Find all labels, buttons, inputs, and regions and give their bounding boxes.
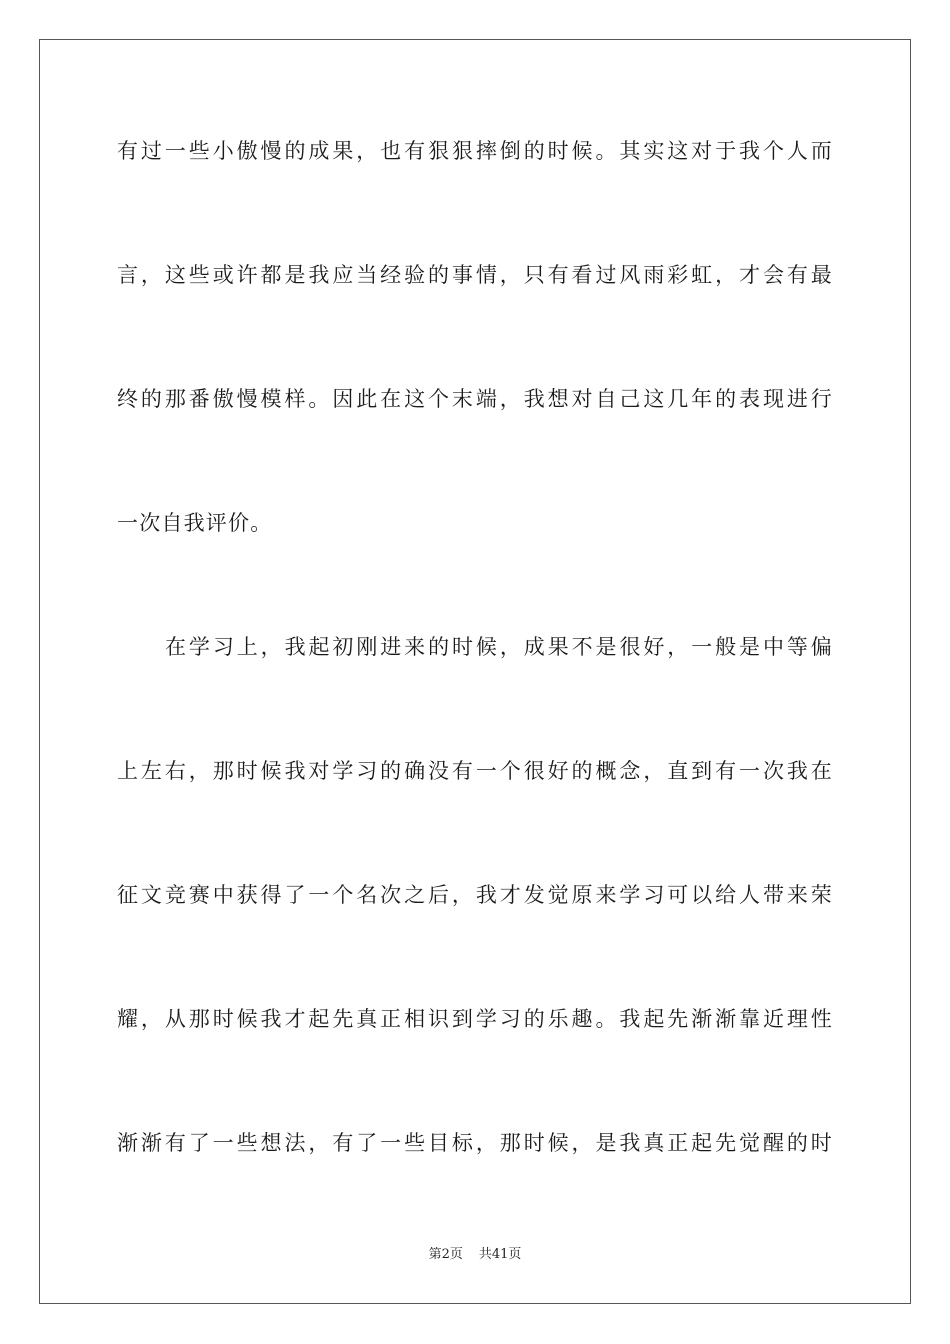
page-total: 共41页 bbox=[478, 1247, 522, 1262]
paragraph-line-9: 渐渐有了一些想法，有了一些目标，那时候，是我真正起先觉醒的时 bbox=[117, 1131, 833, 1155]
page-number: 第2页 bbox=[428, 1247, 463, 1262]
page-border bbox=[39, 39, 911, 1304]
paragraph-line-2: 言，这些或许都是我应当经验的事情，只有看过风雨彩虹，才会有最 bbox=[117, 263, 833, 287]
paragraph-line-8: 耀，从那时候我才起先真正相识到学习的乐趣。我起先渐渐靠近理性 bbox=[117, 1007, 833, 1031]
page-footer bbox=[0, 1246, 950, 1264]
paragraph-line-6: 上左右，那时候我对学习的确没有一个很好的概念，直到有一次我在 bbox=[117, 759, 833, 783]
paragraph-line-4: 一次自我评价。 bbox=[117, 511, 273, 535]
paragraph-line-7: 征文竞赛中获得了一个名次之后，我才发觉原来学习可以给人带来荣 bbox=[117, 883, 833, 907]
paragraph-line-1: 有过一些小傲慢的成果，也有狠狠摔倒的时候。其实这对于我个人而 bbox=[117, 139, 833, 163]
paragraph-line-3: 终的那番傲慢模样。因此在这个末端，我想对自己这几年的表现进行 bbox=[117, 387, 833, 411]
paragraph-line-5: 在学习上，我起初刚进来的时候，成果不是很好，一般是中等偏 bbox=[165, 635, 833, 659]
